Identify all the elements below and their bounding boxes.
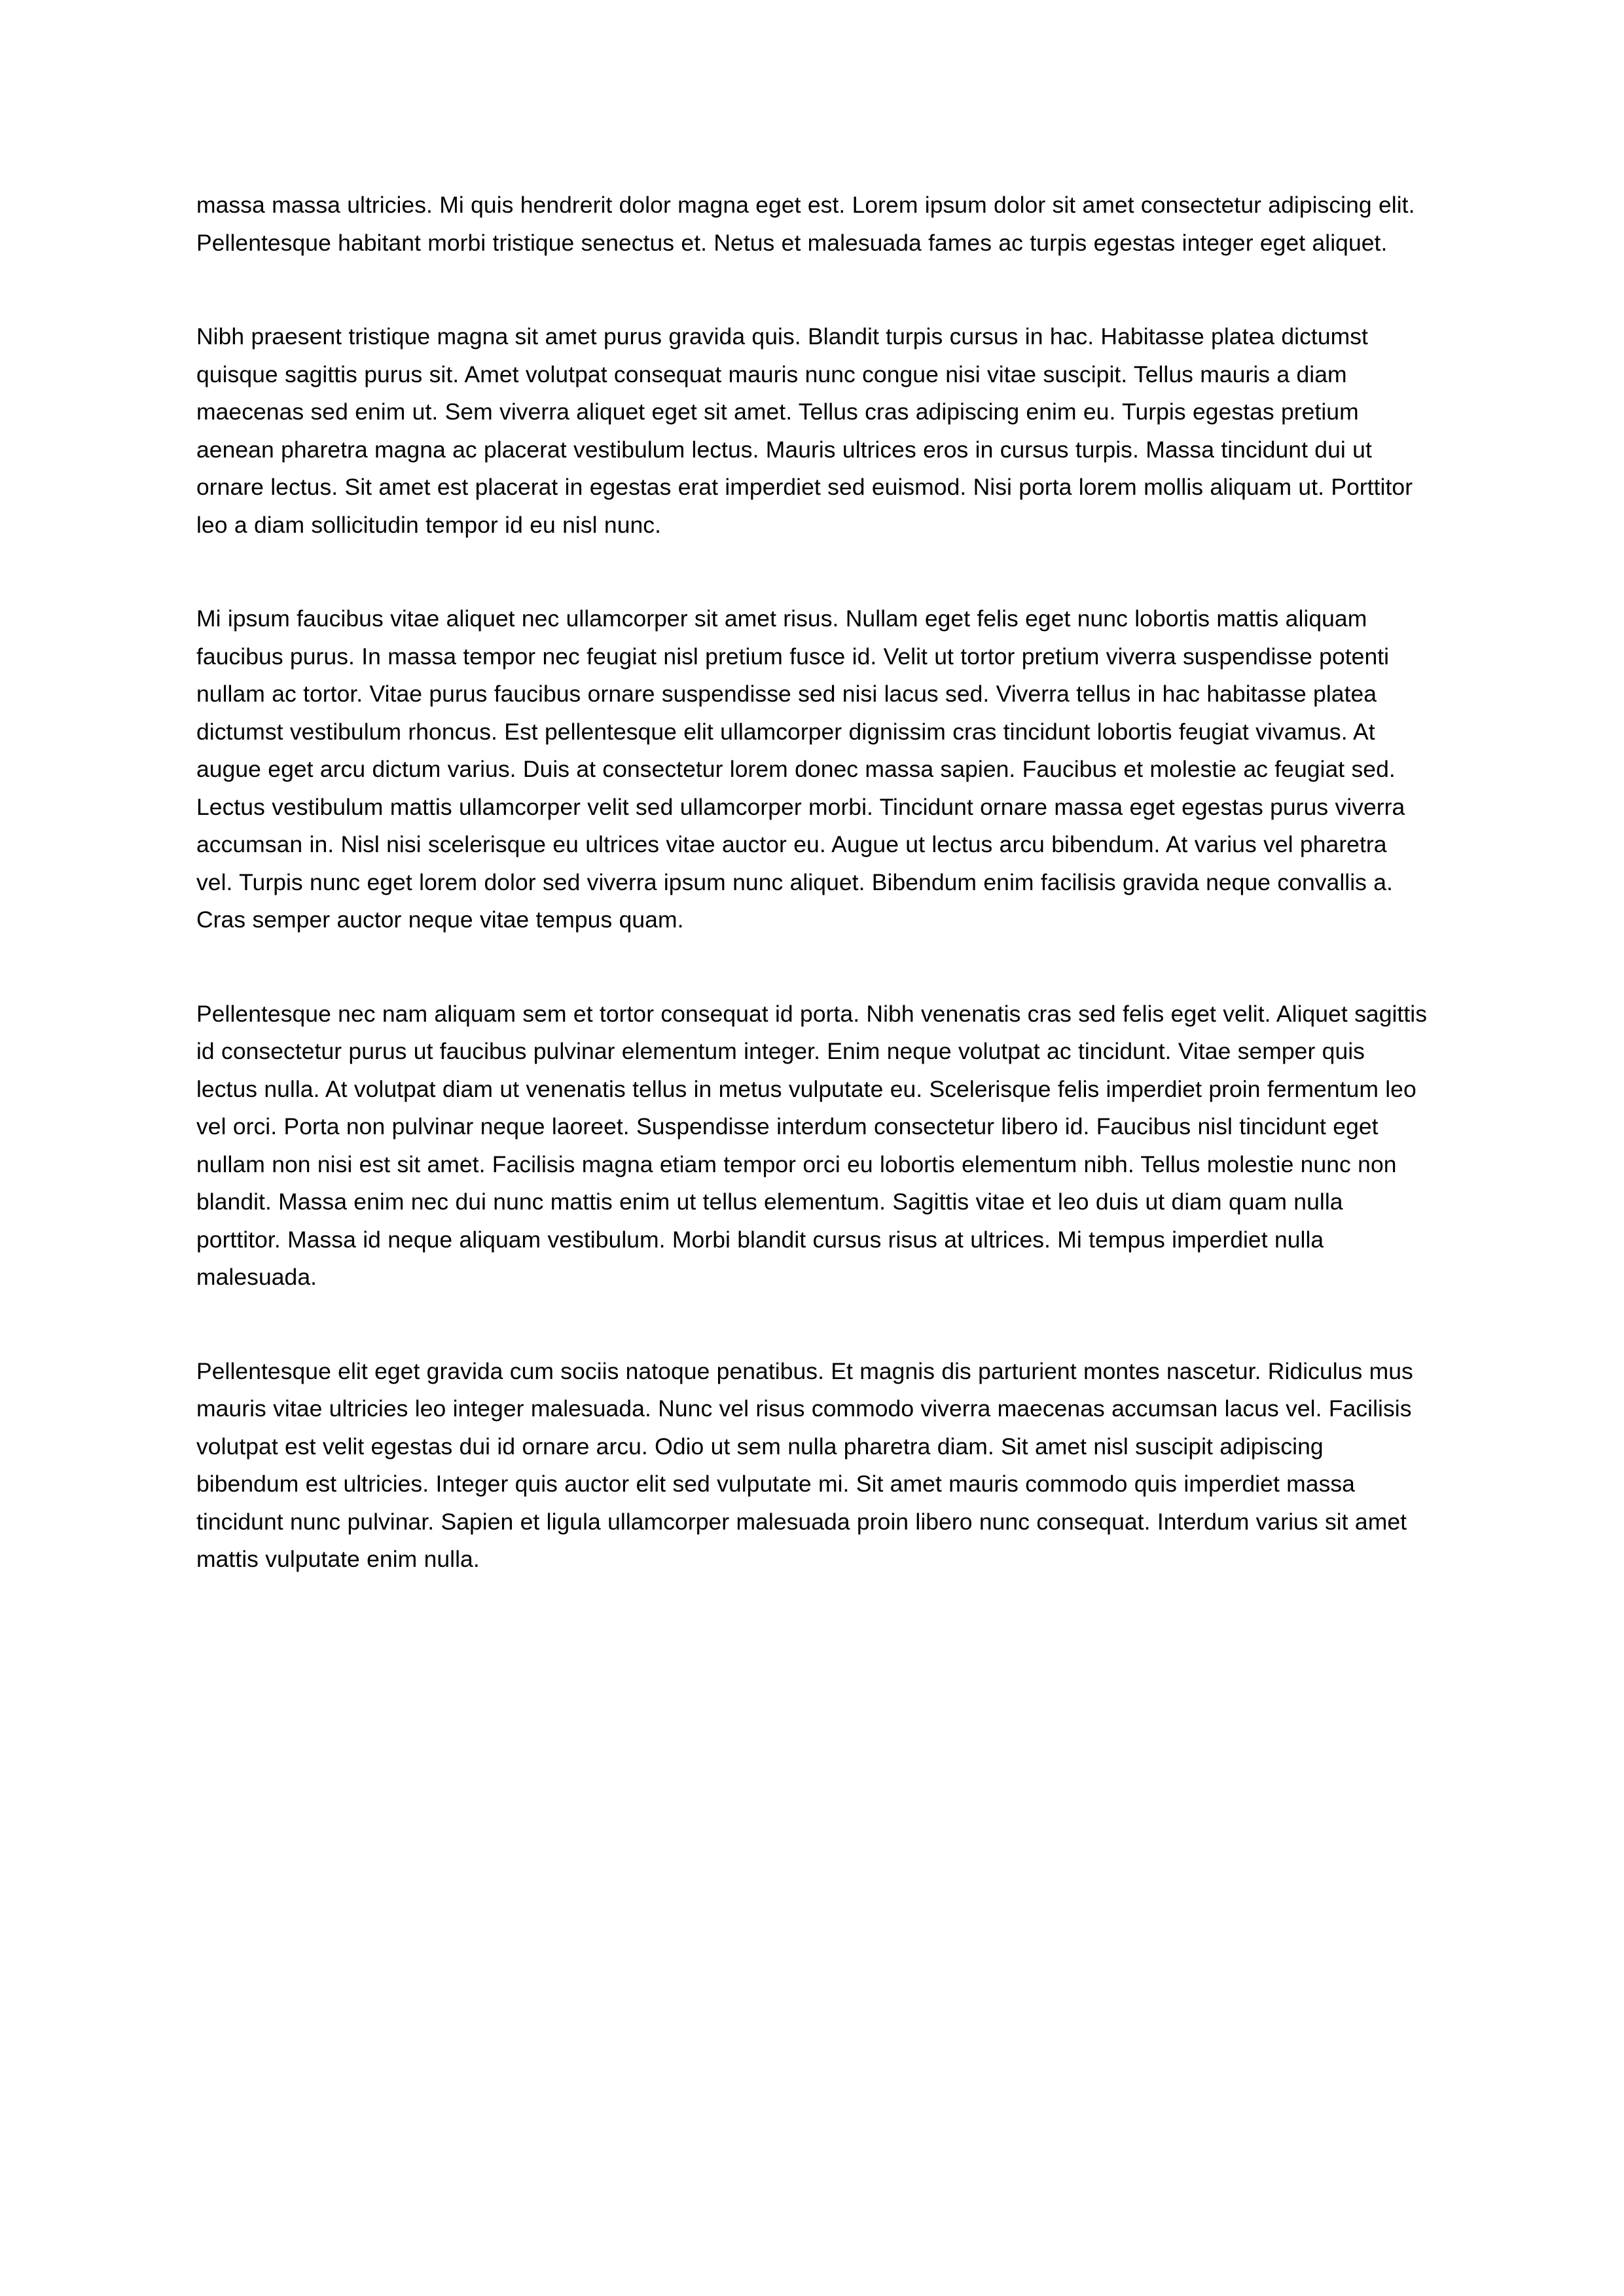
paragraph: Mi ipsum faucibus vitae aliquet nec ullamcorper sit amet risus. Nullam eget felis eget nunc lobortis mattis aliquam faucibus purus. In massa tempor nec feugiat nisl pretium fusce id. Velit ut tortor pretium viverra suspendisse potenti nullam ac tortor. Vitae purus faucibus ornare suspendisse sed nisi lacus sed. Viverra tellus in hac habitasse platea dictumst vestibulum rhoncus. Est pellentesque elit ullamcorper dignissim cras tincidunt lobortis feugiat vivamus. At augue eget arcu dictum varius. Duis at consectetur lorem donec massa sapien. Faucibus et molestie ac feugiat sed. Lectus vestibulum mattis ullamcorper velit sed ullamcorper morbi. Tincidunt ornare massa eget egestas purus viverra accumsan in. Nisl nisi scelerisque eu ultrices vitae auctor eu. Augue ut lectus arcu bibendum. At varius vel pharetra vel. Turpis nunc eget lorem dolor sed viverra ipsum nunc aliquet. Bibendum enim facilisis gravida neque convallis a. Cras semper auctor neque vitae tempus quam. xyxy=(196,605,1405,933)
paragraph: massa massa ultricies. Mi quis hendrerit dolor magna eget est. Lorem ipsum dolor sit amet consectetur adipiscing elit. Pellentesque habitant morbi tristique senectus et. Netus et malesuada fames ac turpis egestas integer eget aliquet. xyxy=(196,192,1415,256)
paragraph: Pellentesque nec nam aliquam sem et tortor consequat id porta. Nibh venenatis cras sed felis eget velit. Aliquet sagittis id consectetur purus ut faucibus pulvinar elementum integer. Enim neque volutpat ac tincidunt. Vitae semper quis lectus nulla. At volutpat diam ut venenatis tellus in metus vulputate eu. Scelerisque felis imperdiet proin fermentum leo vel orci. Porta non pulvinar neque laoreet. Suspendisse interdum consectetur libero id. Faucibus nisl tincidunt eget nullam non nisi est sit amet. Facilisis magna etiam tempor orci eu lobortis elementum nibh. Tellus molestie nunc non blandit. Massa enim nec dui nunc mattis enim ut tellus elementum. Sagittis vitae et leo duis ut diam quam nulla porttitor. Massa id neque aliquam vestibulum. Morbi blandit cursus risus at ultrices. Mi tempus imperdiet nulla malesuada. xyxy=(196,1000,1427,1290)
document-body xyxy=(196,187,1428,1579)
paragraph: Pellentesque elit eget gravida cum sociis natoque penatibus. Et magnis dis parturient montes nascetur. Ridiculus mus mauris vitae ultricies leo integer malesuada. Nunc vel risus commodo viverra maecenas accumsan lacus vel. Facilisis volutpat est velit egestas dui id ornare arcu. Odio ut sem nulla pharetra diam. Sit amet nisl suscipit adipiscing bibendum est ultricies. Integer quis auctor elit sed vulputate mi. Sit amet mauris commodo quis imperdiet massa tincidunt nunc pulvinar. Sapien et ligula ullamcorper malesuada proin libero nunc consequat. Interdum varius sit amet mattis vulputate enim nulla. xyxy=(196,1357,1413,1572)
paragraph: Nibh praesent tristique magna sit amet purus gravida quis. Blandit turpis cursus in hac. Habitasse platea dictumst quisque sagittis purus sit. Amet volutpat consequat mauris nunc congue nisi vitae suscipit. Tellus mauris a diam maecenas sed enim ut. Sem viverra aliquet eget sit amet. Tellus cras adipiscing enim eu. Turpis egestas pretium aenean pharetra magna ac placerat vestibulum lectus. Mauris ultrices eros in cursus turpis. Massa tincidunt dui ut ornare lectus. Sit amet est placerat in egestas erat imperdiet sed euismod. Nisi porta lorem mollis aliquam ut. Porttitor leo a diam sollicitudin tempor id eu nisl nunc. xyxy=(196,323,1413,538)
